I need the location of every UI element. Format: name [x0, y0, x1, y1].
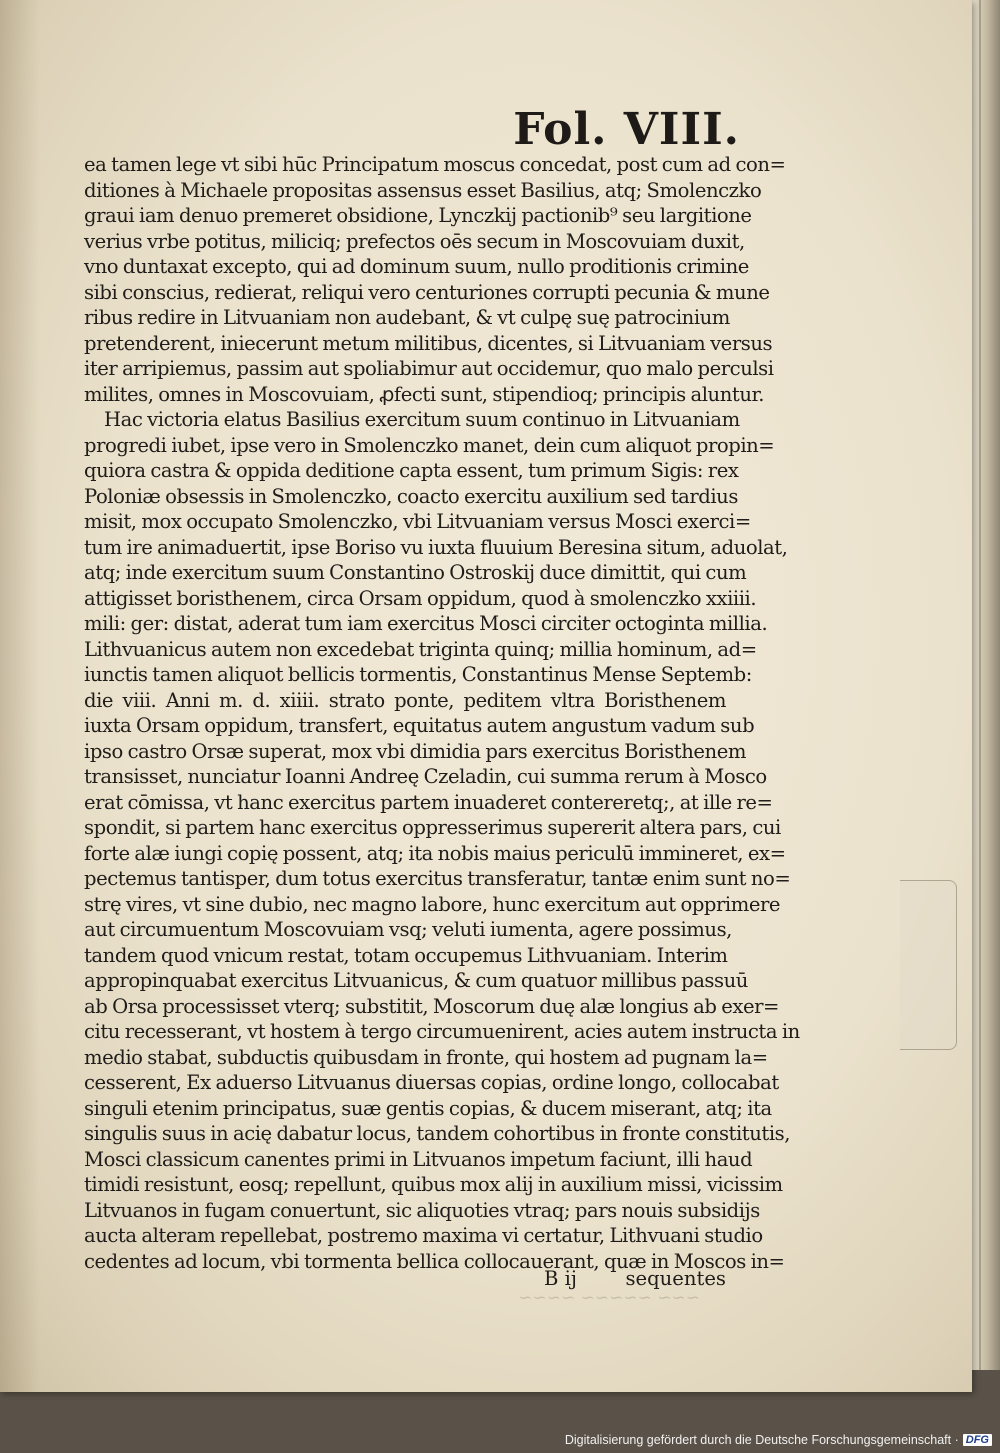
catchword: sequentes: [625, 1267, 726, 1290]
text-line: pretenderent, iniecerunt metum militibus, dicentes, si Litvuaniam versus: [84, 331, 773, 355]
text-line: strę vires, vt sine dubio, nec magno labore, hunc exercitum aut opprimere: [84, 892, 781, 916]
text-line: ribus redire in Litvuaniam non audebant, & vt culpę suę patrocinium: [84, 306, 730, 329]
text-line: erat cōmissa, vt hanc exercitus partem inuaderet contereretq;, at ille re=: [84, 790, 773, 814]
text-line: singulis suus in acię dabatur locus, tandem cohortibus in fronte constitutis,: [84, 1122, 791, 1145]
text-line: verius vrbe potitus, miliciq; prefectos oēs secum in Moscovuiam duxit,: [84, 229, 745, 253]
page-clip-tab: [900, 880, 957, 1050]
text-line: tum ire animaduertit, ipse Boriso vu iuxta fluuium Beresina situm, aduolat,: [84, 535, 788, 559]
text-line: timidi resistunt, eosq; repellunt, quibus mox alij in auxilium missi, vicissim: [84, 1173, 783, 1196]
text-line: sibi conscius, redierat, reliqui vero centuriones corrupti pecunia & mune: [84, 280, 770, 304]
text-line: Lithvuanicus autem non excedebat triginta quinq; millia hominum, ad=: [84, 637, 757, 661]
text-line: ipso castro Orsæ superat, mox vbi dimidia pars exercitus Boristhenem: [84, 739, 746, 763]
text-line: medio stabat, subductis quibusdam in fronte, qui hostem ad pugnam la=: [84, 1045, 768, 1069]
page-edge-line: [979, 0, 981, 1370]
text-line: progredi iubet, ipse vero in Smolenczko manet, dein cum aliquot propin=: [84, 433, 775, 457]
text-line: ditiones à Michaele propositas assensus esset Basilius, atq; Smolenczko: [84, 178, 762, 202]
text-line: appropinquabat exercitus Litvuanicus, & cum quatuor millibus passuū: [84, 969, 748, 992]
text-line: milites, omnes in Moscovuiam, ꝓfecti sunt, stipendioq; principis aluntur.: [84, 382, 765, 406]
text-line: ea tamen lege vt sibi hūc Principatum moscus concedat, post cum ad con=: [84, 153, 786, 176]
show-through-ink: ~~~ ~~~~~ ~~~~: [518, 1288, 700, 1308]
text-line: iunctis tamen aliquot bellicis tormentis, Constantinus Mense Septemb:: [84, 663, 752, 686]
text-line: citu recesserant, vt hostem à tergo circumuenirent, acies autem instructa in: [84, 1020, 800, 1043]
text-line: cedentes ad locum, vbi tormenta bellica collocauerant, quæ in Moscos in=: [84, 1249, 785, 1273]
funding-note: Digitalisierung gefördert durch die Deutsche Forschungsgemeinschaft ·: [564, 1433, 959, 1447]
text-line: vno duntaxat excepto, qui ad dominum suum, nullo proditionis crimine: [84, 255, 749, 278]
text-line: mili: ger: distat, aderat tum iam exercitus Mosci circiter octoginta millia.: [84, 612, 768, 635]
text-line: quiora castra & oppida deditione capta essent, tum primum Sigis: rex: [84, 459, 739, 482]
text-line: ab Orsa processisset vterq; substitit, Moscorum duę alæ longius ab exer=: [84, 994, 779, 1018]
text-line: singuli etenim principatus, suæ gentis copias, & ducem miserant, atq; ita: [84, 1096, 772, 1120]
text-line: aut circumuentum Moscovuiam vsq; veluti iumenta, agere possimus,: [84, 918, 732, 941]
text-line: Litvuanos in fugam conuertunt, sic aliquoties vtraq; pars nouis subsidijs: [84, 1198, 760, 1222]
text-line: pectemus tantisper, dum totus exercitus transferatur, tantæ enim sunt no=: [84, 867, 791, 890]
digitization-credit: [565, 1433, 992, 1447]
signature-mark: B ij: [544, 1267, 577, 1290]
text-line: Poloniæ obsessis in Smolenczko, coacto exercitu auxilium sed tardius: [84, 484, 738, 508]
folio-number: Fol. VIII.: [513, 104, 740, 155]
text-line: iuxta Orsam oppidum, transfert, equitatus autem angustum vadum sub: [84, 714, 755, 737]
text-line: forte alæ iungi copię possent, atq; ita nobis maius periculū immineret, ex=: [84, 841, 786, 865]
text-line: Hac victoria elatus Basilius exercitum suum continuo in Litvuaniam: [104, 408, 740, 431]
text-line: atq; inde exercitum suum Constantino Ostroskij duce dimittit, qui cum: [84, 561, 747, 584]
text-line: tandem quod vnicum restat, totam occupemus Lithvuaniam. Interim: [84, 943, 728, 967]
text-line: misit, mox occupato Smolenczko, vbi Litvuaniam versus Mosci exerci=: [84, 510, 751, 533]
dfg-logo: DFG: [963, 1434, 992, 1446]
text-line: cesserent, Ex aduerso Litvuanus diuersas copias, ordine longo, collocabat: [84, 1071, 779, 1094]
text-line: Mosci classicum canentes primi in Litvuanos impetum faciunt, illi haud: [84, 1147, 753, 1171]
text-line: attigisset boristhenem, circa Orsam oppidum, quod à smolenczko xxiiii.: [84, 586, 757, 610]
text-line: aucta alteram repellebat, postremo maxima vi certatur, Lithvuani studio: [84, 1224, 763, 1247]
text-line: graui iam denuo premeret obsidione, Lynczkij pactionib⁹ seu largitione: [84, 204, 752, 227]
text-line: transisset, nunciatur Ioanni Andreę Czeladin, cui summa rerum à Mosco: [84, 765, 767, 788]
text-line: die viii. Anni m. d. xiiii. strato ponte, peditem vltra Boristhenem: [84, 688, 726, 712]
text-line: iter arripiemus, passim aut spoliabimur aut occidemur, quo malo perculsi: [84, 357, 774, 380]
text-line: spondit, si partem hanc exercitus oppresserimus supererit altera pars, cui: [84, 816, 781, 839]
body-text: [84, 152, 800, 1274]
